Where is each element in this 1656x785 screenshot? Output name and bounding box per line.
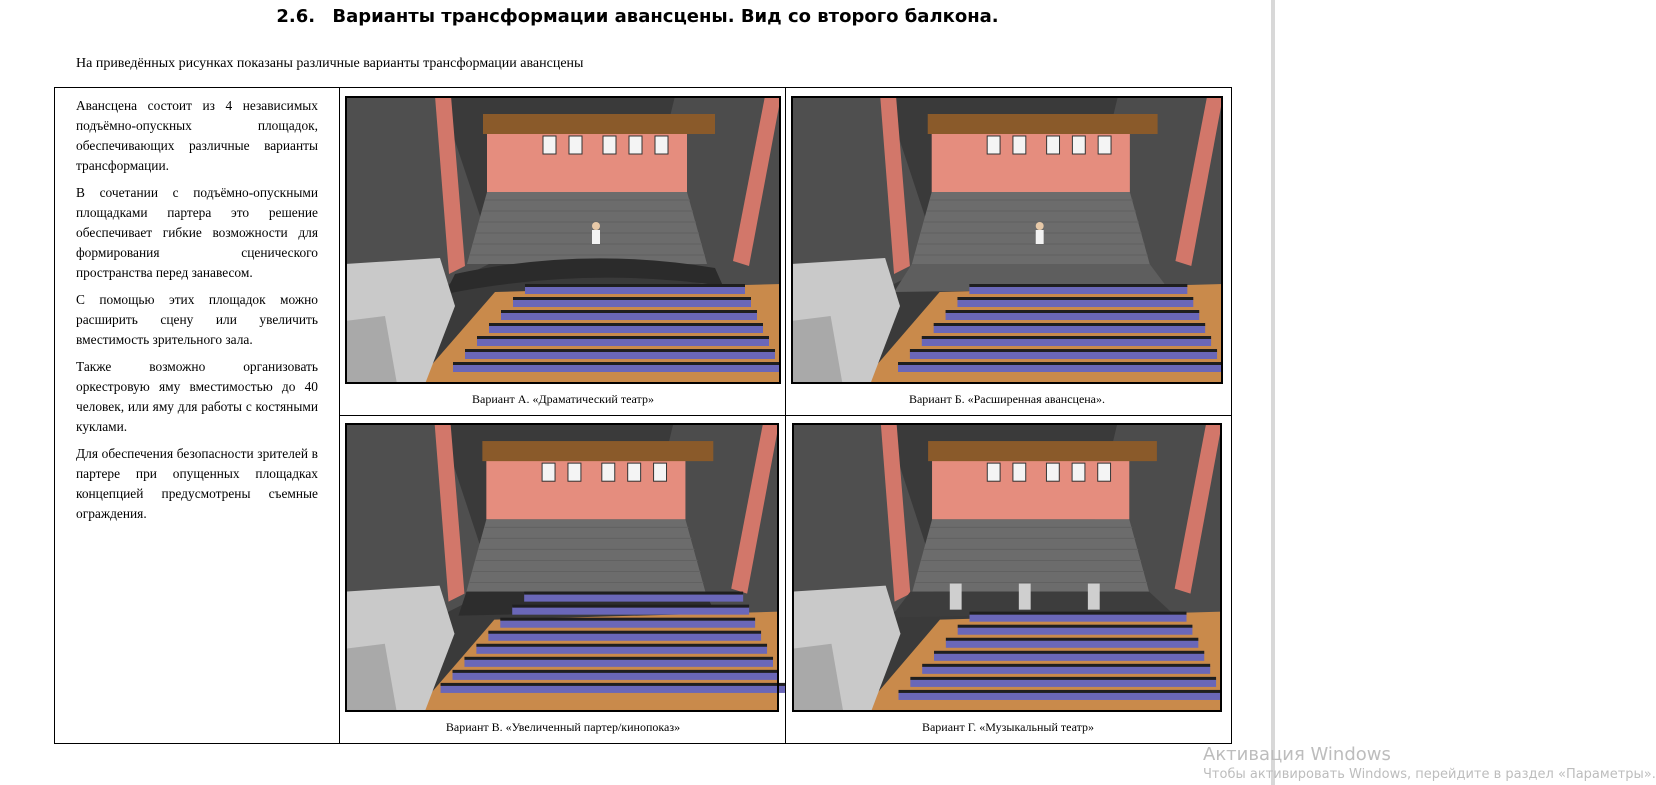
seat-row [441,685,785,693]
window [543,136,556,154]
paragraph: Также возможно организовать оркестровую яму вместимостью до 40 человек, или яму для работы с костяными куклами. [76,359,318,434]
window [1047,136,1060,154]
intro-text: На приведённых рисунках показаны различные варианты трансформации авансцены [76,56,584,71]
window [569,136,582,154]
seat-row [524,594,743,602]
seat-backs [898,362,1223,365]
seat-backs [934,651,1204,654]
window [987,136,1000,154]
seat-backs [501,310,757,313]
paragraph: Авансцена состоит из 4 независимых подъёмно-опускных площадок, обеспечивающих различные варианты трансформации. [76,98,318,173]
description-text [76,96,318,531]
window [542,463,555,481]
stage-floor [912,192,1150,264]
seat-backs [441,683,785,686]
seat-backs [524,592,743,595]
stage-floor [912,519,1149,591]
seat-backs [946,310,1200,313]
watermark-line-2: Чтобы активировать Windows, перейдите в раздел «Параметры». [1203,767,1656,782]
seat-row [910,679,1216,687]
proscenium-beam [928,441,1157,461]
seat-row [500,620,755,628]
section-heading [0,6,1275,27]
window [602,463,615,481]
proscenium-beam [482,441,713,461]
seat-row [512,607,749,615]
proscenium-beam [928,114,1158,134]
seat-backs [899,690,1222,693]
window [628,463,641,481]
seat-backs [465,349,775,352]
theatre-render-c [345,423,779,712]
section-title: Варианты трансформации авансцены. Вид со второго балкона. [332,6,999,27]
seat-backs [500,618,755,621]
seat-backs [513,297,751,300]
window [1046,463,1059,481]
actor-body [1036,230,1044,244]
theatre-render-a [345,96,781,384]
seat-row [898,364,1223,372]
seat-backs [946,638,1198,641]
seat-row [910,351,1217,359]
stage-floor [467,192,707,264]
theatre-render-b [791,96,1223,384]
actor-body [592,230,600,244]
seat-backs [957,297,1193,300]
windows-activation-watermark [1203,744,1656,782]
figure-cell-b [791,96,1223,416]
window [1013,136,1026,154]
seat-row [946,640,1198,648]
seat-backs [477,336,769,339]
seat-row [934,325,1205,333]
seat-backs [489,323,763,326]
window [1098,136,1111,154]
paragraph: С помощью этих площадок можно расширить сцену или увеличить вместимость зрительного зала. [76,292,318,347]
seat-backs [910,677,1216,680]
proscenium-beam [483,114,715,134]
seat-backs [922,336,1211,339]
window [1098,463,1111,481]
paragraph: Для обеспечения безопасности зрителей в партере при опущенных площадках концепцией предусмотрены съемные ограждения. [76,446,318,521]
seat-backs [453,362,781,365]
seat-backs [476,644,767,647]
theatre-render-d [792,423,1222,712]
seat-backs [934,323,1205,326]
seat-row [525,286,745,294]
window [568,463,581,481]
window [987,463,1000,481]
window [603,136,616,154]
seat-row [922,338,1211,346]
seat-backs [922,664,1210,667]
seat-row [464,659,773,667]
seat-row [477,338,769,346]
seat-backs [970,612,1187,615]
removable-barrier [1088,584,1100,610]
seat-row [476,646,767,654]
figure-cell-c [345,423,781,743]
seat-row [957,299,1193,307]
figure-cell-d [792,423,1224,743]
seat-row [453,364,781,372]
figure-table [54,87,1232,744]
figure-caption-a: Вариант А. «Драматический театр» [472,392,654,406]
figure-cell-a [345,96,781,416]
seat-row [934,653,1204,661]
seat-row [453,672,779,680]
seat-row [970,614,1187,622]
seat-row [501,312,757,320]
actor-head [592,222,600,230]
stage-floor [466,519,705,591]
seat-backs [453,670,779,673]
seat-row [465,351,775,359]
figure-caption-d: Вариант Г. «Музыкальный театр» [921,720,1095,734]
window [1072,463,1085,481]
seat-row [899,692,1222,700]
window [654,463,667,481]
seat-backs [969,284,1187,287]
window [1013,463,1026,481]
figure-caption-b: Вариант Б. «Расширенная авансцена». [908,392,1106,406]
seat-row [958,627,1193,635]
seat-row [922,666,1210,674]
window [655,136,668,154]
actor-head [1036,222,1044,230]
window [1072,136,1085,154]
seat-row [946,312,1200,320]
section-number: 2.6. [276,6,316,27]
seat-row [489,325,763,333]
seat-row [488,633,761,641]
seat-backs [958,625,1193,628]
seat-backs [464,657,773,660]
window [629,136,642,154]
seat-backs [525,284,745,287]
figure-caption-c: Вариант В. «Увеличенный партер/кинопоказ» [445,720,681,734]
vertical-scrollbar[interactable] [1271,0,1275,785]
removable-barrier [950,584,962,610]
seat-backs [488,631,761,634]
seat-row [969,286,1187,294]
removable-barrier [1019,584,1031,610]
watermark-line-1: Активация Windows [1203,744,1391,765]
seat-row [513,299,751,307]
seat-backs [910,349,1217,352]
seat-backs [512,605,749,608]
paragraph: В сочетании с подъёмно-опускными площадками партера это решение обеспечивает гибкие возможности для формирования сценического пространства перед занавесом. [76,185,318,280]
